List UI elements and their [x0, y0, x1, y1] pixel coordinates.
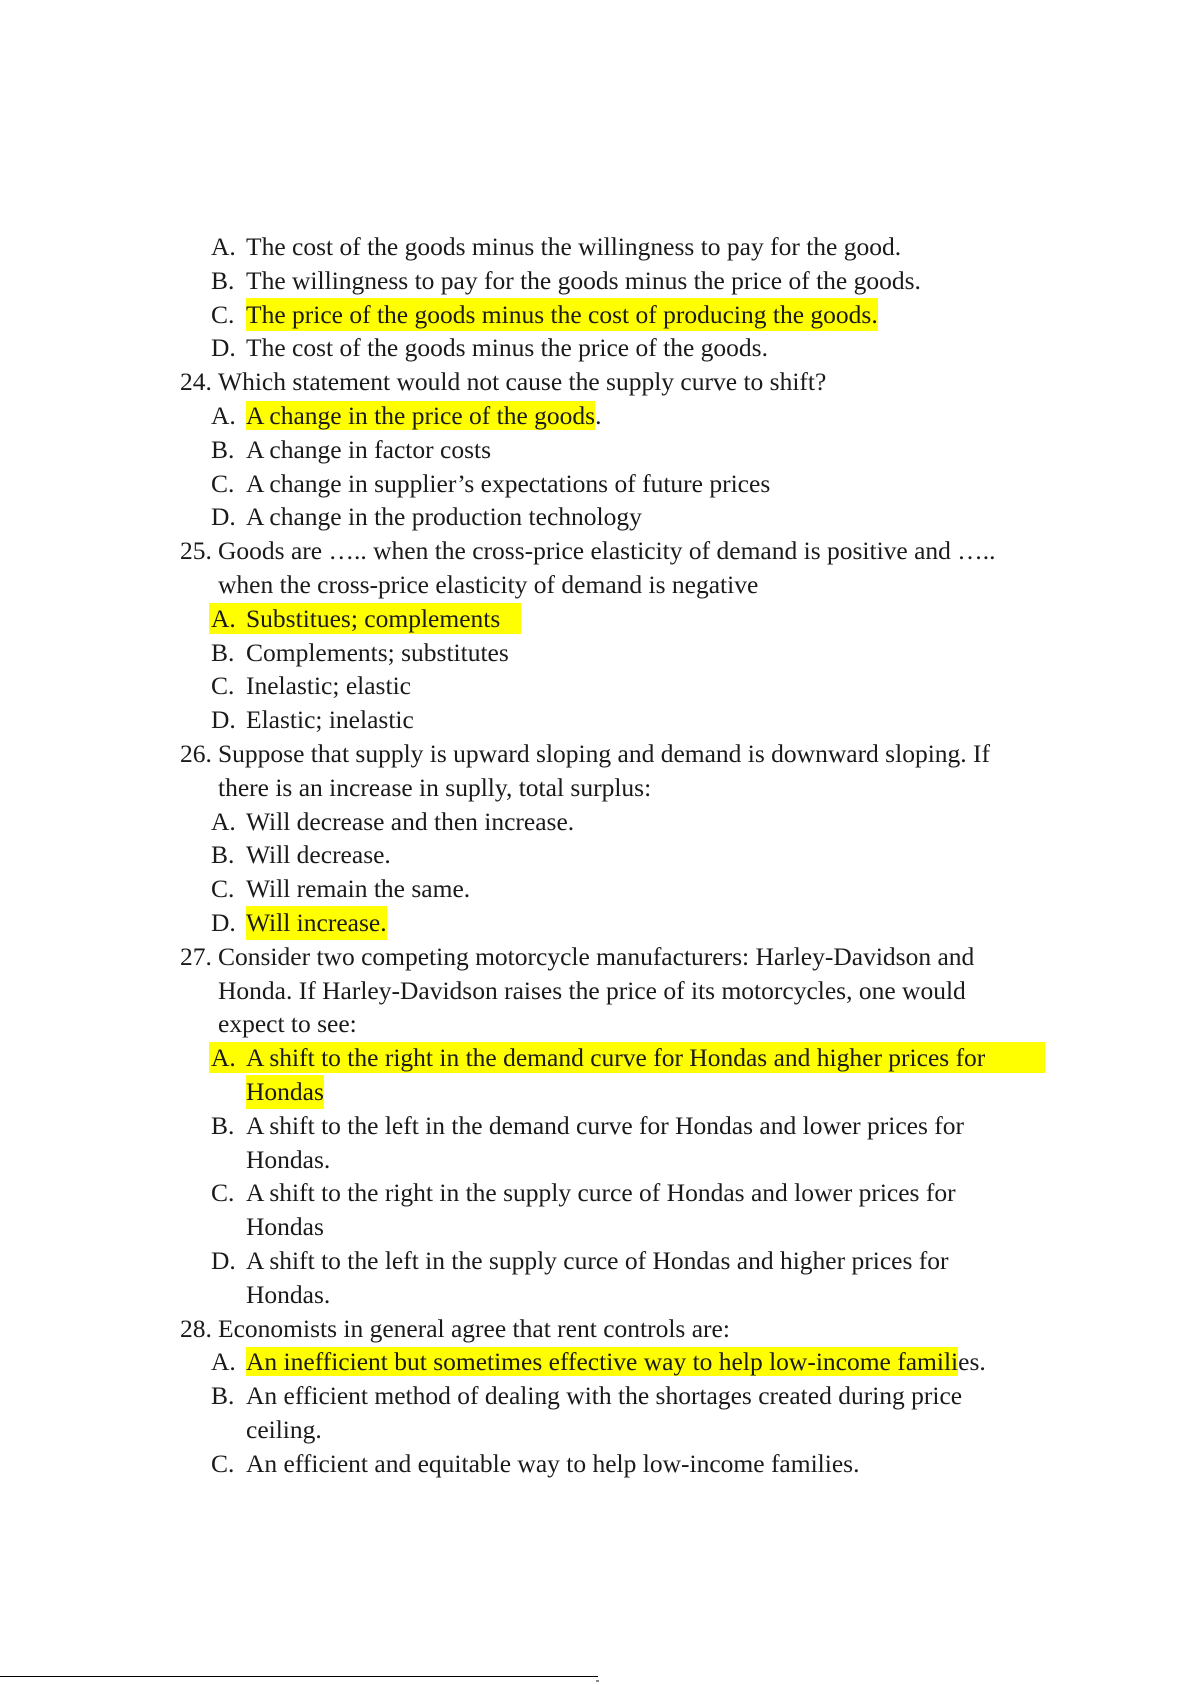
q25-stem [0, 534, 1191, 568]
q26-stem [0, 737, 1191, 771]
option-letter: A. [211, 1043, 236, 1073]
question-text: Suppose that supply is upward sloping and demand is downward sloping. If [218, 738, 991, 768]
option-text: ceiling. [246, 1414, 322, 1444]
option-text: Complements; substitutes [246, 637, 509, 667]
option-letter: A. [211, 1347, 236, 1377]
q26-option-d [0, 906, 1191, 940]
question-text: there is an increase in suplly, total surplus: [218, 772, 652, 802]
option-letter: C. [211, 671, 235, 701]
option-letter: C. [211, 299, 235, 329]
option-text-rest: es. [958, 1347, 986, 1377]
option-text-highlighted: Substitues; complements [246, 603, 501, 633]
q28-option-b [0, 1379, 1191, 1413]
option-text: Hondas [246, 1212, 324, 1242]
option-text: Inelastic; elastic [246, 671, 411, 701]
q24-option-c [0, 467, 1191, 501]
option-text-highlighted: A shift to the right in the demand curve for Hondas and higher prices for [246, 1043, 986, 1073]
q27-option-b [0, 1109, 1191, 1143]
question-list [0, 230, 1191, 1480]
option-text: The willingness to pay for the goods minus the price of the goods. [246, 265, 921, 295]
option-text [246, 1345, 986, 1379]
highlighted-answer: A change in the price of the goods [246, 400, 596, 430]
q28-stem [0, 1312, 1191, 1346]
option-text: A shift to the right in the supply curce of Hondas and lower prices for [246, 1178, 956, 1208]
question-number: 28. [180, 1313, 212, 1343]
q27-option-d-cont [0, 1278, 1191, 1312]
q23-option-b [0, 264, 1191, 298]
option-letter: D. [211, 1245, 236, 1275]
option-letter: B. [211, 434, 235, 464]
highlighted-answer: An inefficient but sometimes effective way to help low-income famili [246, 1347, 959, 1377]
q27-option-a-cont [0, 1075, 1191, 1109]
option-text-highlighted: Will increase. [246, 906, 387, 940]
option-text [246, 399, 601, 433]
q27-stem [0, 940, 1191, 974]
option-letter: D. [211, 907, 236, 937]
option-text: An efficient method of dealing with the shortages created during price [246, 1381, 963, 1411]
question-number: 24. [180, 367, 212, 397]
option-text: A change in supplier’s expectations of future prices [246, 468, 771, 498]
option-letter: A. [211, 400, 236, 430]
question-text: Goods are ….. when the cross-price elasticity of demand is positive and ….. [218, 536, 996, 566]
option-letter: D. [211, 333, 236, 363]
q27-stem-cont [0, 974, 1191, 1008]
option-text-highlighted: The price of the goods minus the cost of producing the goods. [246, 298, 878, 332]
q25-option-a [0, 602, 1191, 636]
option-text: The cost of the goods minus the willingness to pay for the good. [246, 232, 902, 261]
option-letter: D. [211, 502, 236, 532]
q25-stem-cont [0, 568, 1191, 602]
question-number: 26. [180, 738, 212, 768]
q27-option-c-cont [0, 1210, 1191, 1244]
option-text: An efficient and equitable way to help low-income families. [246, 1448, 860, 1478]
option-text: Will decrease. [246, 840, 391, 870]
option-letter: B. [211, 1110, 235, 1140]
option-letter: A. [211, 232, 236, 261]
option-letter: B. [211, 840, 235, 870]
q28-option-b-cont [0, 1413, 1191, 1447]
q25-option-d [0, 703, 1191, 737]
option-text-rest: . [595, 400, 602, 430]
q28-option-c [0, 1447, 1191, 1481]
footer-mark [596, 1680, 599, 1682]
option-text: Hondas. [246, 1144, 331, 1174]
option-text: A change in factor costs [246, 434, 492, 464]
option-text: The cost of the goods minus the price of the goods. [246, 333, 768, 363]
option-text: A shift to the left in the demand curve for Hondas and lower prices for [246, 1110, 965, 1140]
option-letter: B. [211, 1381, 235, 1411]
q26-stem-cont [0, 771, 1191, 805]
option-text-highlighted: Hondas [246, 1075, 324, 1109]
q27-option-a [0, 1041, 1191, 1075]
option-text: A shift to the left in the supply curce of Hondas and higher prices for [246, 1245, 949, 1275]
option-text: Elastic; inelastic [246, 705, 414, 735]
q27-option-d [0, 1244, 1191, 1278]
question-text: Economists in general agree that rent controls are: [218, 1313, 730, 1343]
question-text: Which statement would not cause the supply curve to shift? [218, 367, 827, 397]
question-text: when the cross-price elasticity of demand is negative [218, 569, 759, 599]
question-text: Consider two competing motorcycle manufacturers: Harley-Davidson and [218, 941, 975, 971]
footer-divider [0, 1676, 598, 1677]
question-text: expect to see: [218, 1009, 357, 1039]
q23-option-d [0, 331, 1191, 365]
q26-option-a [0, 805, 1191, 839]
q24-stem [0, 365, 1191, 399]
q26-option-b [0, 838, 1191, 872]
option-letter: C. [211, 1448, 235, 1478]
option-letter: C. [211, 1178, 235, 1208]
option-letter: A. [211, 806, 236, 836]
option-letter: C. [211, 874, 235, 904]
q25-option-b [0, 636, 1191, 670]
option-letter: B. [211, 637, 235, 667]
q25-option-c [0, 669, 1191, 703]
option-letter: C. [211, 468, 235, 498]
q24-option-a [0, 399, 1191, 433]
q26-option-c [0, 872, 1191, 906]
question-text: Honda. If Harley-Davidson raises the price of its motorcycles, one would [218, 975, 966, 1005]
q28-option-a [0, 1345, 1191, 1379]
option-text: A change in the production technology [246, 502, 642, 532]
option-text: Will decrease and then increase. [246, 806, 575, 836]
q23-option-a [0, 230, 1191, 264]
q27-option-b-cont [0, 1143, 1191, 1177]
q24-option-d [0, 500, 1191, 534]
q24-option-b [0, 433, 1191, 467]
q27-stem-cont [0, 1007, 1191, 1041]
q27-option-c [0, 1176, 1191, 1210]
q23-option-c [0, 298, 1191, 332]
option-letter: D. [211, 705, 236, 735]
option-letter: A. [211, 603, 236, 633]
question-number: 25. [180, 536, 212, 566]
option-text: Hondas. [246, 1279, 331, 1309]
option-text: Will remain the same. [246, 874, 471, 904]
question-number: 27. [180, 941, 212, 971]
option-letter: B. [211, 265, 235, 295]
